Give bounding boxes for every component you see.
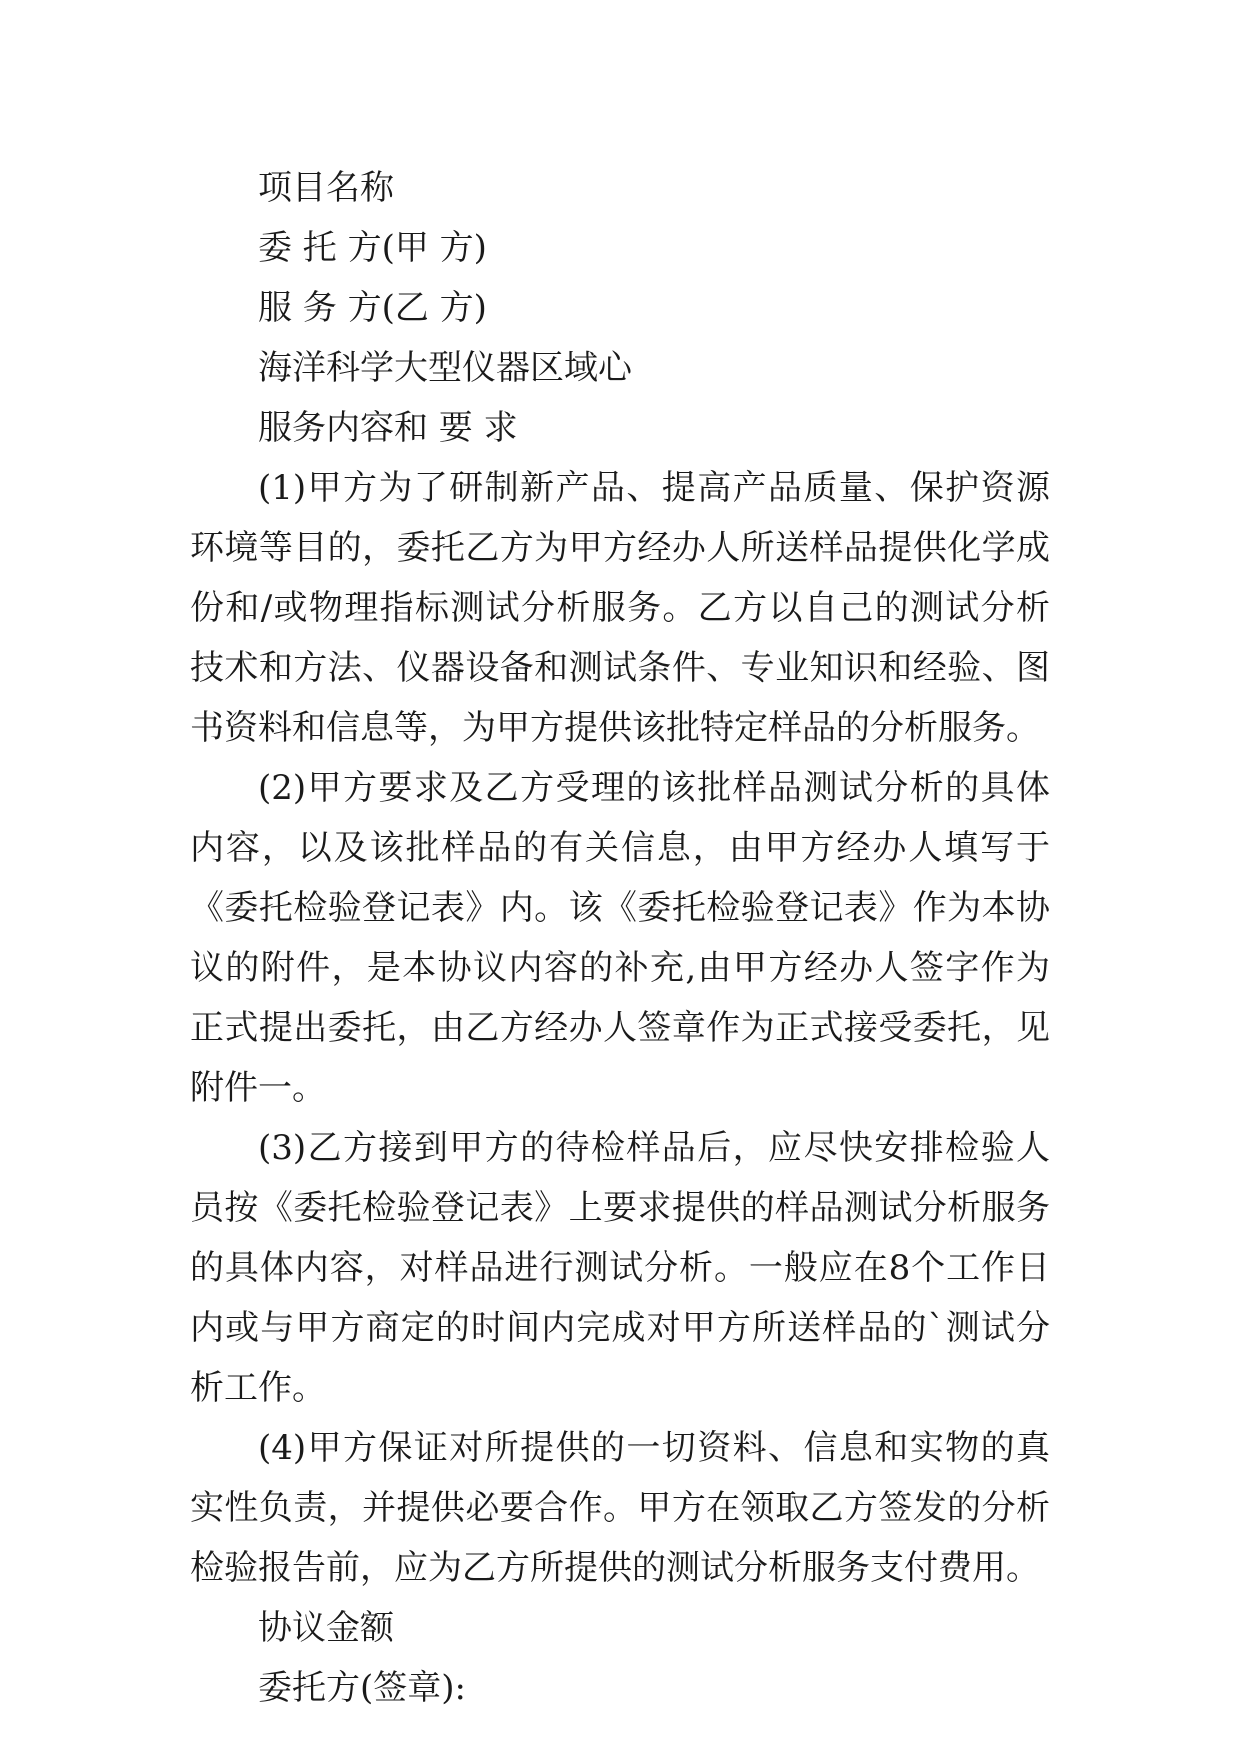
service-provider-label: 服 务 方(乙 方) — [258, 288, 487, 328]
clause-paragraph-2: (2)甲方要求及乙方受理的该批样品测试分析的具体内容，以及该批样品的有关信息，由甲方经办人填写于《委托检验登记表》内。该《委托检验登记表》作为本协议的附件，是本协议内容的补充,由甲方经办人签字作为正式提出委托，由乙方经办人签章作为正式接受委托，见附件一。 — [190, 768, 1050, 1108]
clause-paragraph-1: (1)甲方为了研制新产品、提高产品质量、保护资源环境等目的，委托乙方为甲方经办人所送样品提供化学成份和/或物理指标测试分析服务。乙方以自己的测试分析技术和方法、仪器设备和测试条件、专业知识和经验、图书资料和信息等，为甲方提供该批特定样品的分析服务。 — [190, 468, 1050, 748]
provider-name: 海洋科学大型仪器区域心 — [258, 348, 632, 388]
clause-paragraph-4: (4)甲方保证对所提供的一切资料、信息和实物的真实性负责，并提供必要合作。甲方在领取乙方签发的分析检验报告前，应为乙方所提供的测试分析服务支付费用。 — [190, 1428, 1050, 1588]
service-content-heading: 服务内容和 要 求 — [258, 408, 518, 448]
document-body — [190, 158, 1050, 1718]
client-label: 委 托 方(甲 方) — [258, 228, 487, 268]
clause-paragraph-3: (3)乙方接到甲方的待检样品后，应尽快安排检验人员按《委托检验登记表》上要求提供的样品测试分析服务的具体内容，对样品进行测试分析。一般应在8个工作日内或与甲方商定的时间内完成对甲方所送样品的`测试分析工作。 — [190, 1128, 1050, 1408]
project-name-label: 项目名称 — [258, 168, 394, 208]
client-signature-label: 委托方(签章): — [258, 1668, 466, 1708]
agreement-amount-label: 协议金额 — [258, 1608, 394, 1648]
